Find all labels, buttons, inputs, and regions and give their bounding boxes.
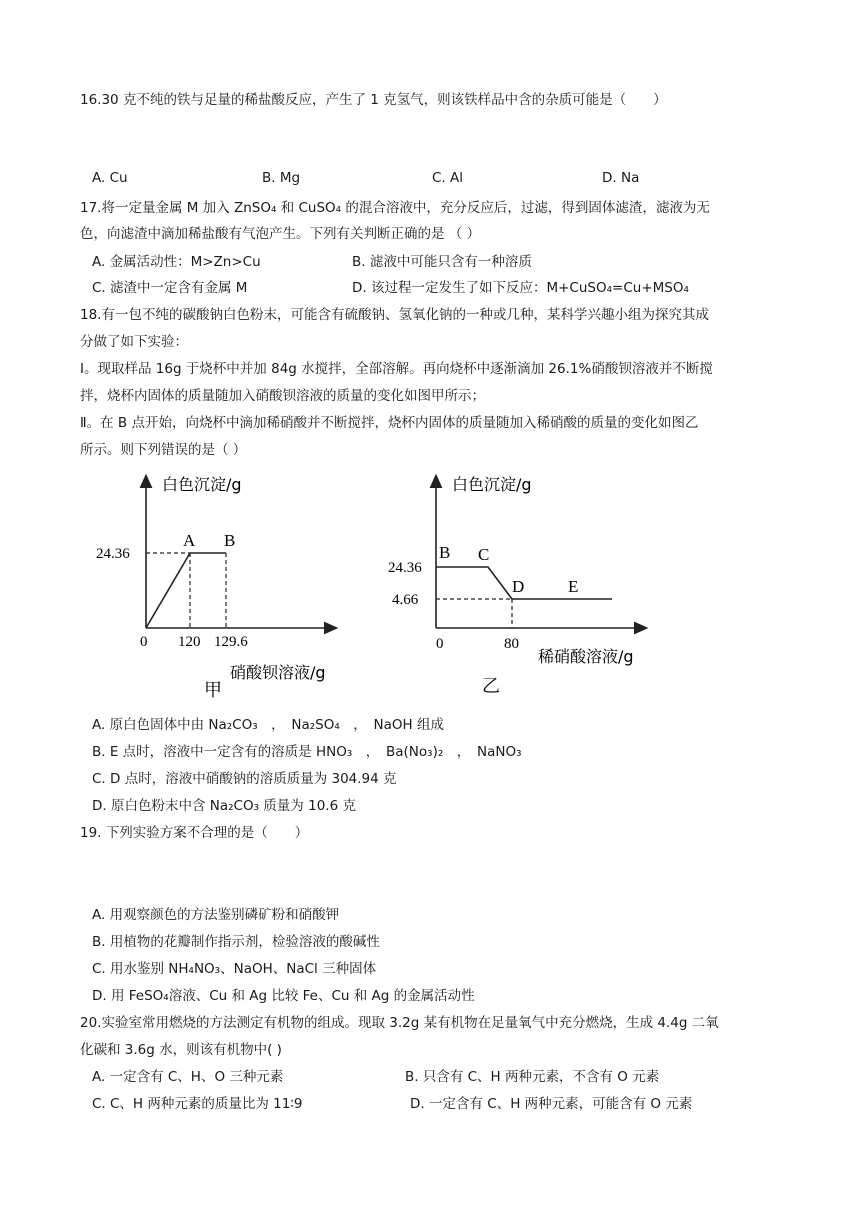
q20-option-a[interactable]: A. 一定含有 C、H、O 三种元素	[92, 1069, 284, 1085]
jia-point-a-label: A	[183, 531, 196, 550]
q19-stem: 19. 下列实验方案不合理的是（ ）	[80, 825, 309, 841]
jia-xtick-0: 0	[140, 634, 148, 650]
q20-stem-line2: 化碳和 3.6g 水，则该有机物中( )	[80, 1042, 282, 1058]
yi-point-e-label: E	[568, 577, 579, 596]
yi-xtick-0: 0	[436, 636, 444, 652]
q16-option-d[interactable]: D. Na	[602, 170, 640, 186]
jia-series-line	[146, 553, 226, 628]
jia-xlabel: 硝酸钡溶液/g	[230, 663, 326, 682]
q18-stem-line3: Ⅰ。现取样品 16g 于烧杯中并加 84g 水搅拌，全部溶解。再向烧杯中逐渐滴加 26.1%硝酸钡溶液并不断搅	[80, 361, 713, 377]
q17-option-c[interactable]: C. 滤渣中一定含有金属 M	[92, 280, 248, 296]
yi-point-c-label: C	[478, 545, 490, 564]
q16-option-c[interactable]: C. Al	[432, 170, 463, 186]
q18-stem-line6: 所示。则下列错误的是（ ）	[80, 442, 247, 458]
q16-stem: 16.30 克不纯的铁与足量的稀盐酸反应，产生了 1 克氢气，则该铁样品中含的杂质可能是（ ）	[80, 92, 667, 108]
q20-option-b[interactable]: B. 只含有 C、H 两种元素，不含有 O 元素	[405, 1069, 660, 1085]
q17-option-b[interactable]: B. 滤液中可能只含有一种溶质	[352, 254, 532, 270]
yi-xlabel: 稀硝酸溶液/g	[538, 647, 634, 666]
q17-stem-line2: 色，向滤渣中滴加稀盐酸有气泡产生。下列有关判断正确的是 （ ）	[80, 226, 481, 242]
q16-option-b[interactable]: B. Mg	[262, 170, 301, 186]
q18-stem-line1: 18.有一包不纯的碳酸钠白色粉末，可能含有硫酸钠、氢氧化钠的一种或几种，某科学兴趣小组为探究其成	[80, 307, 709, 323]
jia-xtick-2: 129.6	[214, 634, 248, 650]
yi-xtick-1: 80	[504, 636, 519, 652]
jia-caption: 甲	[204, 680, 222, 701]
chart-yi	[380, 466, 670, 702]
yi-ytick-1: 24.36	[388, 560, 422, 576]
q19-option-c[interactable]: C. 用水鉴别 NH₄NO₃、NaOH、NaCl 三种固体	[92, 961, 377, 977]
yi-caption: 乙	[482, 676, 500, 697]
q18-stem-line4: 拌，烧杯内固体的质量随加入硝酸钡溶液的质量的变化如图甲所示；	[80, 388, 485, 404]
yi-point-d-label: D	[512, 577, 525, 596]
q20-option-c[interactable]: C. C、H 两种元素的质量比为 11∶9	[92, 1096, 303, 1112]
yi-ytick-2: 4.66	[392, 592, 419, 608]
q18-option-a[interactable]: A. 原白色固体中由 Na₂CO₃ ， Na₂SO₄ ， NaOH 组成	[92, 717, 444, 733]
q20-stem-line1: 20.实验室常用燃烧的方法测定有机物的组成。现取 3.2g 某有机物在足量氧气中充分燃烧，生成 4.4g 二氧	[80, 1015, 719, 1031]
q17-option-a[interactable]: A. 金属活动性：M>Zn>Cu	[92, 254, 261, 270]
q19-option-a[interactable]: A. 用观察颜色的方法鉴别磷矿粉和硝酸钾	[92, 907, 340, 923]
q17-option-d[interactable]: D. 该过程一定发生了如下反应：M+CuSO₄=Cu+MSO₄	[352, 280, 689, 296]
q18-stem-line2: 分做了如下实验：	[80, 334, 188, 350]
chart-jia	[80, 466, 370, 702]
q18-option-b[interactable]: B. E 点时，溶液中一定含有的溶质是 HNO₃ ， Ba(No₃)₂ ， NaNO₃	[92, 744, 522, 760]
q18-option-d[interactable]: D. 原白色粉末中含 Na₂CO₃ 质量为 10.6 克	[92, 798, 356, 814]
q17-stem-line1: 17.将一定量金属 M 加入 ZnSO₄ 和 CuSO₄ 的混合溶液中，充分反应后，过滤，得到固体滤渣，滤液为无	[80, 200, 710, 216]
q19-option-b[interactable]: B. 用植物的花瓣制作指示剂，检验溶液的酸碱性	[92, 934, 380, 950]
yi-ylabel: 白色沉淀/g	[452, 475, 532, 494]
q16-option-a[interactable]: A. Cu	[92, 170, 128, 186]
q18-option-c[interactable]: C. D 点时，溶液中硝酸钠的溶质质量为 304.94 克	[92, 771, 397, 787]
jia-ytick-1: 24.36	[96, 546, 130, 562]
q20-option-d[interactable]: D. 一定含有 C、H 两种元素，可能含有 O 元素	[410, 1096, 693, 1112]
jia-ylabel: 白色沉淀/g	[162, 475, 242, 494]
jia-point-b-label: B	[224, 531, 236, 550]
yi-point-b-label: B	[439, 543, 451, 562]
q19-option-d[interactable]: D. 用 FeSO₄溶液、Cu 和 Ag 比较 Fe、Cu 和 Ag 的金属活动性	[92, 988, 475, 1004]
jia-xtick-1: 120	[178, 634, 201, 650]
q18-stem-line5: Ⅱ。在 B 点开始，向烧杯中滴加稀硝酸并不断搅拌，烧杯内固体的质量随加入稀硝酸的质量的变化如图乙	[80, 415, 699, 431]
